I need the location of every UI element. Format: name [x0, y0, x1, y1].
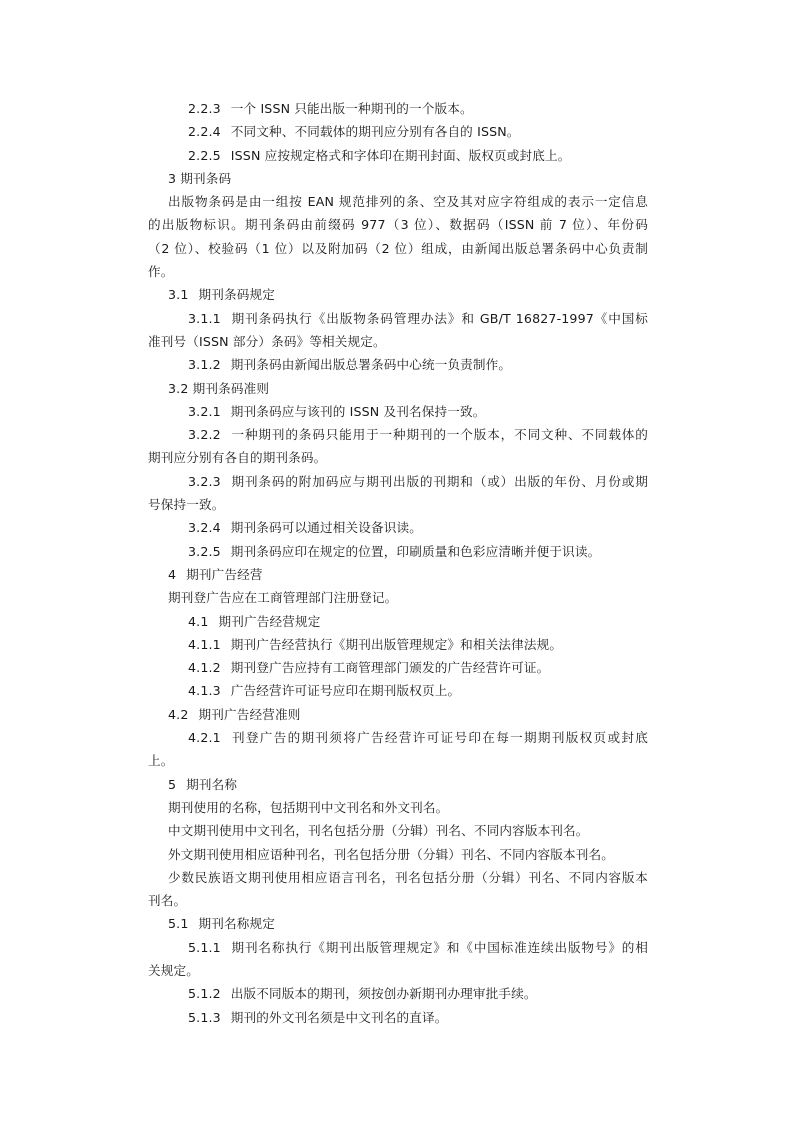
clause-line	[148, 470, 648, 493]
clause-line	[148, 982, 648, 1005]
clause-number: 4	[168, 566, 177, 582]
text-line	[148, 866, 648, 889]
line-text: 少数民族语文期刊使用相应语言刊名，刊名包括分册（分辑）刊名、不同内容版本	[168, 869, 648, 885]
clause-number: 2.2.3	[188, 101, 221, 116]
line-text: 出版不同版本的期刊，须按创办新期刊办理审批手续。	[230, 986, 537, 1002]
line-text: 期刊条码规定	[198, 287, 275, 303]
line-text: 中文期刊使用中文刊名，刊名包括分册（分辑）刊名、不同内容版本刊名。	[168, 823, 589, 839]
clause-number: 3.2.1	[188, 403, 221, 419]
line-text: 期刊名称	[186, 776, 238, 792]
clause-number: 3.2.3	[188, 473, 221, 489]
line-text: 期刊条码可以通过相关设备识读。	[230, 520, 422, 536]
line-text: 一个 ISSN 只能出版一种期刊的一个版本。	[230, 101, 473, 116]
line-text: 期刊名称执行《期刊出版管理规定》和《中国标准连续出版物号》的相	[230, 939, 648, 955]
clause-number: 3.1.2	[188, 357, 221, 373]
clause-number: 2.2.5	[188, 147, 221, 163]
line-text: 出版物条码是由一组按 EAN 规范排列的条、空及其对应字符组成的表示一定信息	[168, 194, 648, 210]
line-text: 作。	[148, 264, 174, 280]
text-line	[148, 493, 648, 516]
clause-number: 3.2.4	[188, 520, 221, 536]
text-line	[148, 586, 648, 609]
clause-number: 5.1.1	[188, 939, 221, 955]
clause-line	[148, 353, 648, 376]
clause-line	[148, 726, 648, 749]
text-line	[148, 959, 648, 982]
clause-number: 2.2.4	[188, 124, 221, 140]
line-text: 期刊应分别有各自的期刊条码。	[148, 450, 327, 466]
line-text: 期刊广告经营	[186, 566, 263, 582]
line-text: 的出版物标识。期刊条码由前缀码 977（3 位）、数据码（ISSN 前 7 位）、年份码	[148, 217, 648, 233]
line-text: 期刊广告经营规定	[218, 613, 321, 629]
clause-line	[148, 563, 648, 586]
text-line	[148, 843, 648, 866]
clause-line	[148, 936, 648, 959]
clause-line	[148, 283, 648, 306]
clause-number: 4.2	[168, 706, 189, 722]
clause-line	[148, 307, 648, 330]
line-text: （2 位）、校验码（1 位）以及附加码（2 位）组成，由新闻出版总署条码中心负责制	[148, 240, 648, 256]
line-text: 刊名。	[148, 893, 187, 909]
clause-line	[148, 773, 648, 796]
line-text: 刊登广告的期刊须将广告经营许可证号印在每一期期刊版权页或封底	[230, 730, 648, 746]
clause-line	[148, 703, 648, 726]
line-text: ISSN 应按规定格式和字体印在期刊封面、版权页或封底上。	[230, 147, 571, 163]
document-page	[148, 97, 648, 1029]
clause-number: 3.2.2	[188, 427, 221, 443]
clause-line	[148, 679, 648, 702]
text-line	[148, 446, 648, 469]
text-line	[148, 377, 648, 400]
clause-line	[148, 144, 648, 167]
clause-number: 4.1.2	[188, 660, 221, 676]
line-text: 一种期刊的条码只能用于一种期刊的一个版本，不同文种、不同载体的	[230, 427, 648, 443]
line-text: 期刊条码执行《出版物条码管理办法》和 GB/T 16827-1997《中国标	[230, 310, 648, 326]
line-text: 不同文种、不同载体的期刊应分别有各自的 ISSN。	[230, 124, 520, 140]
clause-line	[148, 423, 648, 446]
text-line	[148, 213, 648, 236]
clause-number: 3.2.5	[188, 543, 221, 559]
clause-number: 4.1.3	[188, 683, 221, 699]
clause-number: 5	[168, 776, 177, 792]
line-text: 3 期刊条码	[168, 170, 232, 186]
clause-number: 4.1.1	[188, 636, 221, 652]
text-line	[148, 237, 648, 260]
clause-line	[148, 97, 648, 120]
clause-number: 4.2.1	[188, 730, 221, 746]
line-text: 期刊登广告应持有工商管理部门颁发的广告经营许可证。	[230, 660, 550, 676]
clause-line	[148, 633, 648, 656]
clause-line	[148, 610, 648, 633]
text-line	[148, 167, 648, 190]
line-text: 期刊广告经营执行《期刊出版管理规定》和相关法律法规。	[230, 636, 563, 652]
clause-number: 5.1.2	[188, 986, 221, 1002]
clause-number: 4.1	[188, 613, 209, 629]
line-text: 期刊条码应与该刊的 ISSN 及刊名保持一致。	[230, 403, 486, 419]
clause-line	[148, 1006, 648, 1029]
line-text: 外文期刊使用相应语种刊名，刊名包括分册（分辑）刊名、不同内容版本刊名。	[168, 846, 615, 862]
clause-number: 3.1.1	[188, 310, 221, 326]
line-text: 期刊广告经营准则	[198, 706, 301, 722]
line-text: 期刊登广告应在工商管理部门注册登记。	[168, 590, 398, 606]
text-line	[148, 819, 648, 842]
text-line	[148, 190, 648, 213]
line-text: 期刊使用的名称，包括期刊中文刊名和外文刊名。	[168, 799, 449, 815]
line-text: 期刊条码的附加码应与期刊出版的刊期和（或）出版的年份、月份或期	[230, 473, 648, 489]
clause-number: 3.1	[168, 287, 189, 303]
clause-line	[148, 912, 648, 935]
line-text: 上。	[148, 753, 174, 769]
text-line	[148, 796, 648, 819]
text-line	[148, 260, 648, 283]
line-text: 广告经营许可证号应印在期刊版权页上。	[230, 683, 461, 699]
line-text: 期刊名称规定	[198, 916, 275, 932]
line-text: 关规定。	[148, 962, 199, 978]
clause-line	[148, 540, 648, 563]
clause-number: 5.1	[168, 916, 189, 932]
clause-number: 5.1.3	[188, 1009, 221, 1025]
line-text: 期刊条码由新闻出版总署条码中心统一负责制作。	[230, 357, 512, 373]
text-line	[148, 749, 648, 772]
text-line	[148, 889, 648, 912]
line-text: 期刊的外文刊名须是中文刊名的直译。	[230, 1009, 448, 1025]
clause-line	[148, 400, 648, 423]
clause-line	[148, 120, 648, 143]
line-text: 3.2 期刊条码准则	[168, 380, 270, 396]
line-text: 号保持一致。	[148, 497, 225, 513]
line-text: 准刊号（ISSN 部分）条码》等相关规定。	[148, 333, 386, 349]
clause-line	[148, 516, 648, 539]
line-text: 期刊条码应印在规定的位置，印刷质量和色彩应清晰并便于识读。	[230, 543, 601, 559]
text-line	[148, 330, 648, 353]
clause-line	[148, 656, 648, 679]
